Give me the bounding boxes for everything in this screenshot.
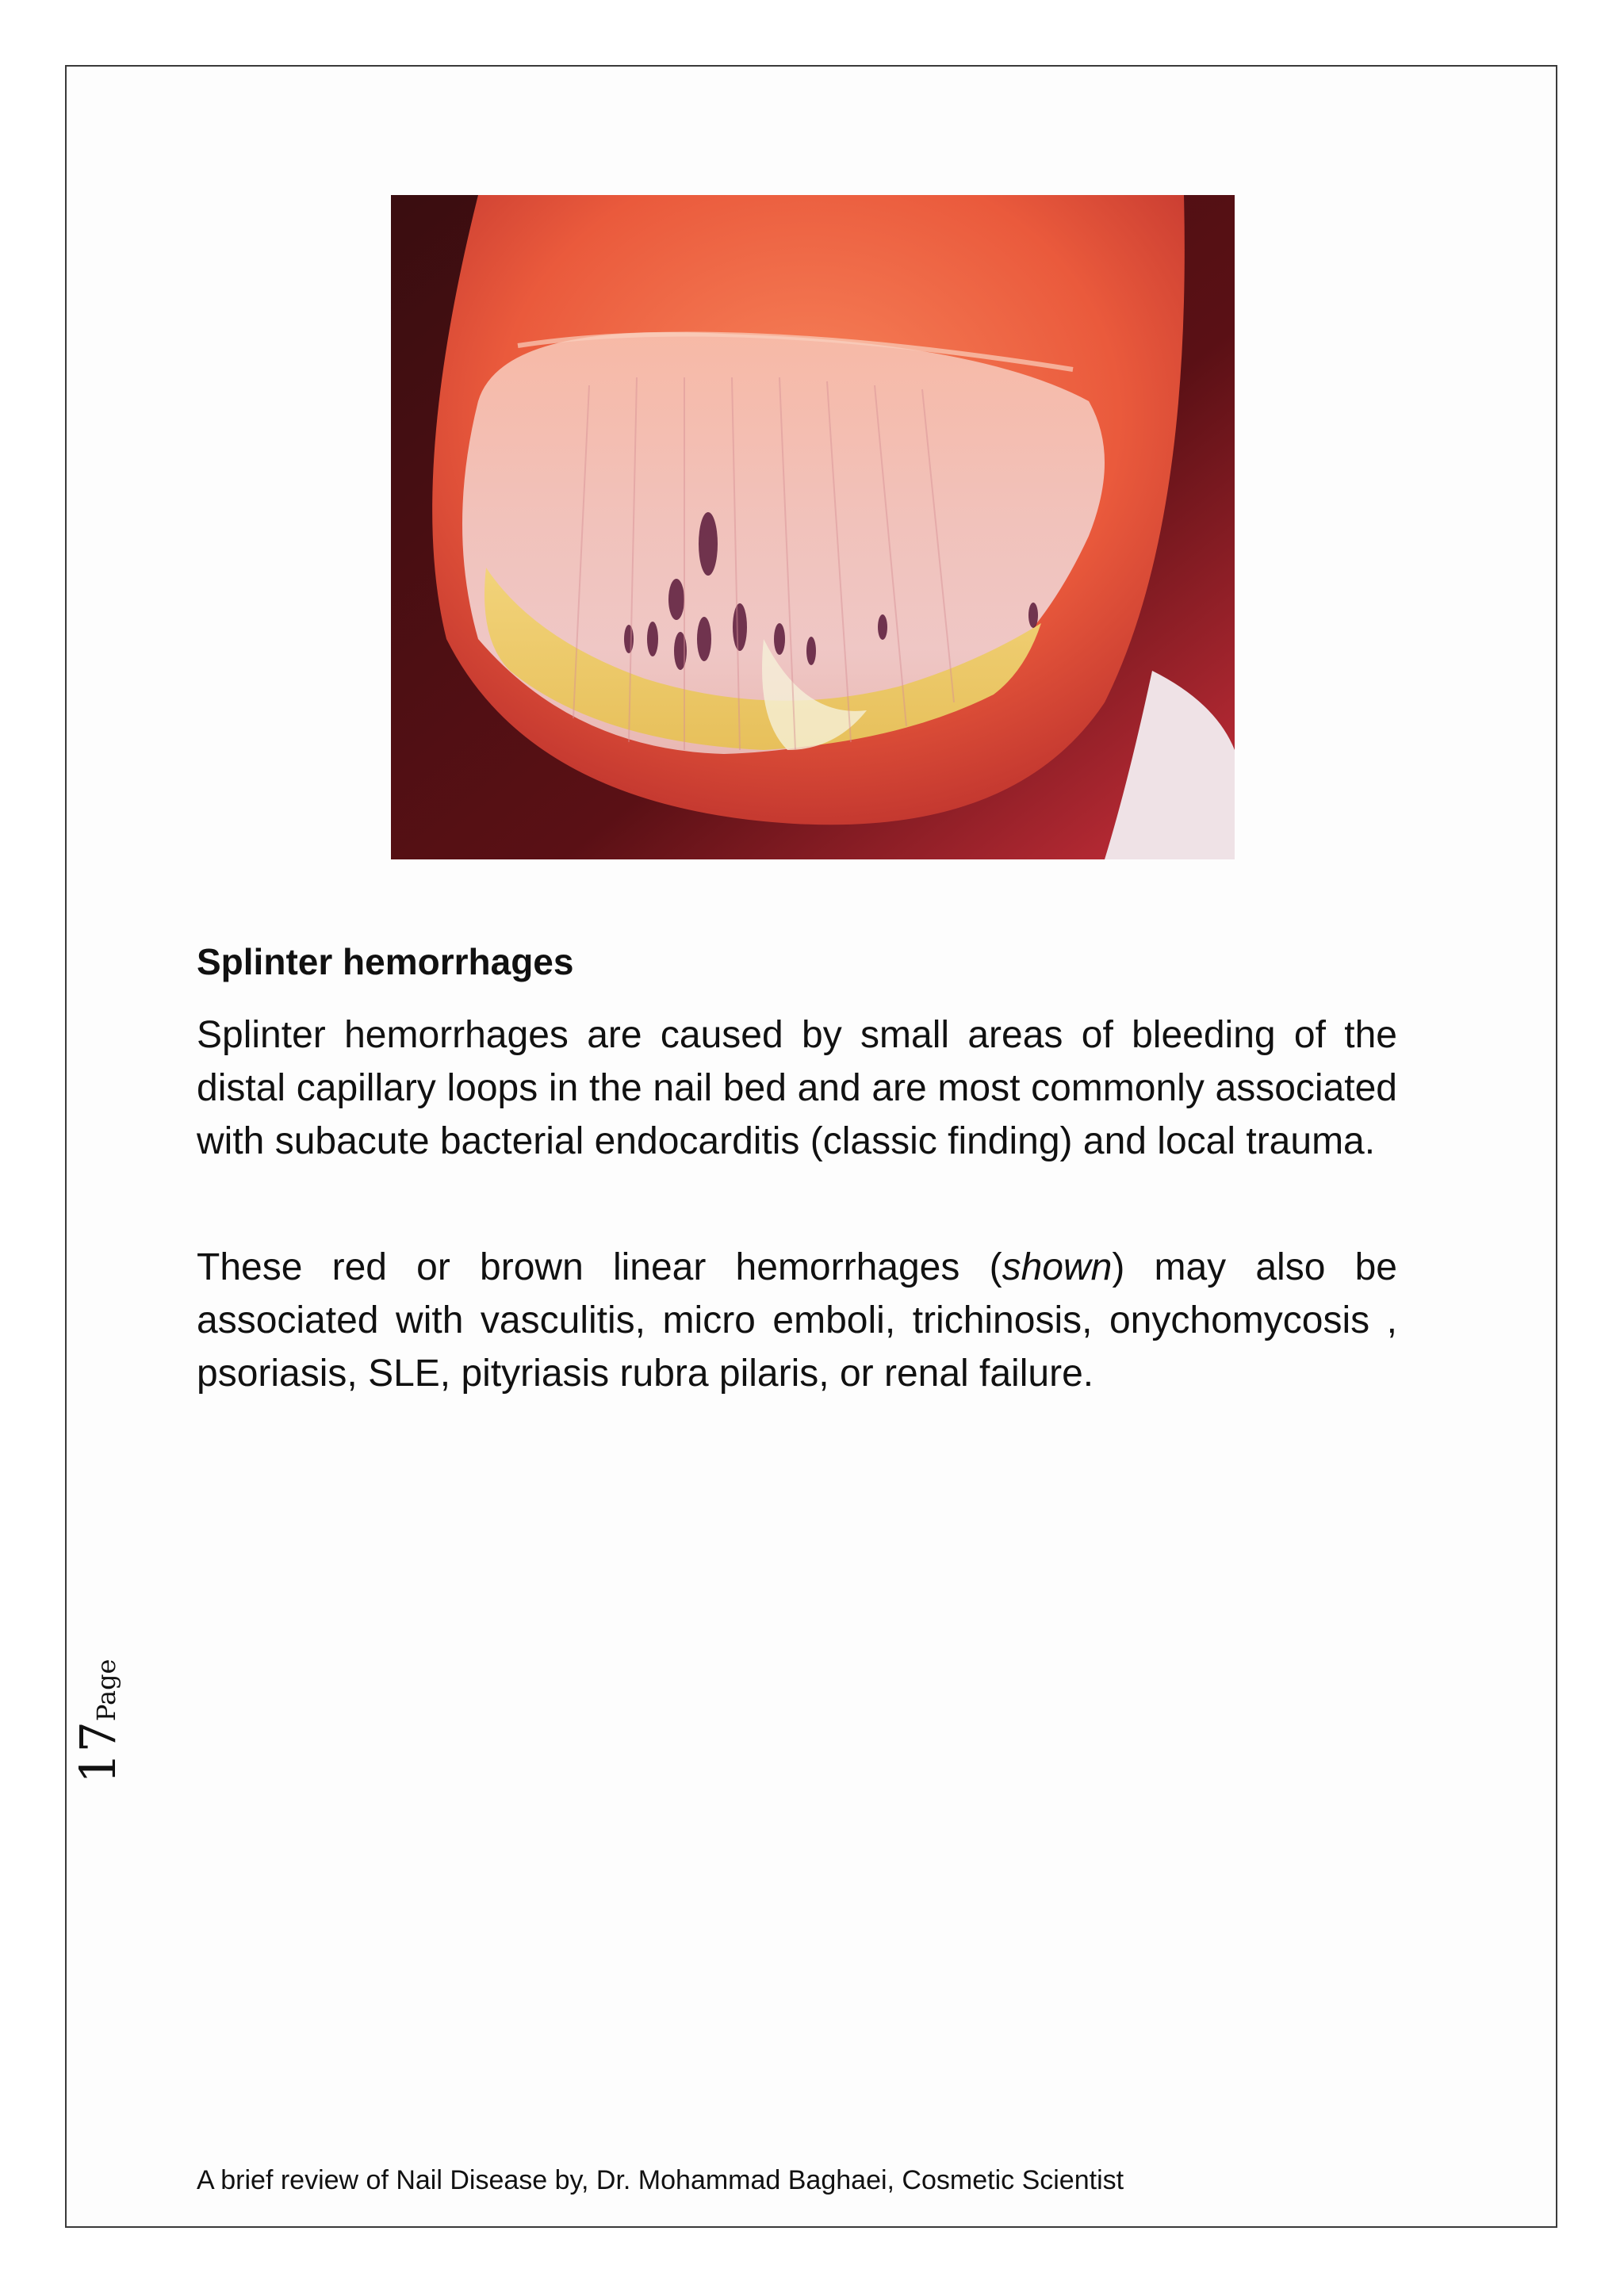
page-number bbox=[67, 1633, 130, 1784]
paragraph-2 bbox=[197, 1241, 1397, 1400]
nail-photo bbox=[391, 195, 1235, 859]
paragraph-2-before: These red or brown linear hemorrhages ( bbox=[197, 1246, 1002, 1288]
paragraph-2-after: ) may also be associated with vasculitis, micro emboli, trichinosis, onychomycosis , psoriasis, SLE, pityriasis rubra pilaris, or renal failure. bbox=[197, 1246, 1397, 1395]
paragraph-2-emphasis: shown bbox=[1002, 1246, 1113, 1288]
section-title: Splinter hemorrhages bbox=[197, 941, 574, 982]
page-number-value: 17 bbox=[69, 1721, 127, 1784]
page-number-label: Page bbox=[91, 1659, 121, 1722]
footer-text: A brief review of Nail Disease by, Dr. Mohammad Baghaei, Cosmetic Scientist bbox=[197, 2165, 1124, 2195]
nail-photo-image bbox=[391, 195, 1235, 859]
paragraph-1: Splinter hemorrhages are caused by small areas of bleeding of the distal capillary loops in the nail bed and are most commonly associated with subacute bacterial endocarditis (classic finding) and local trauma. bbox=[197, 1014, 1397, 1162]
